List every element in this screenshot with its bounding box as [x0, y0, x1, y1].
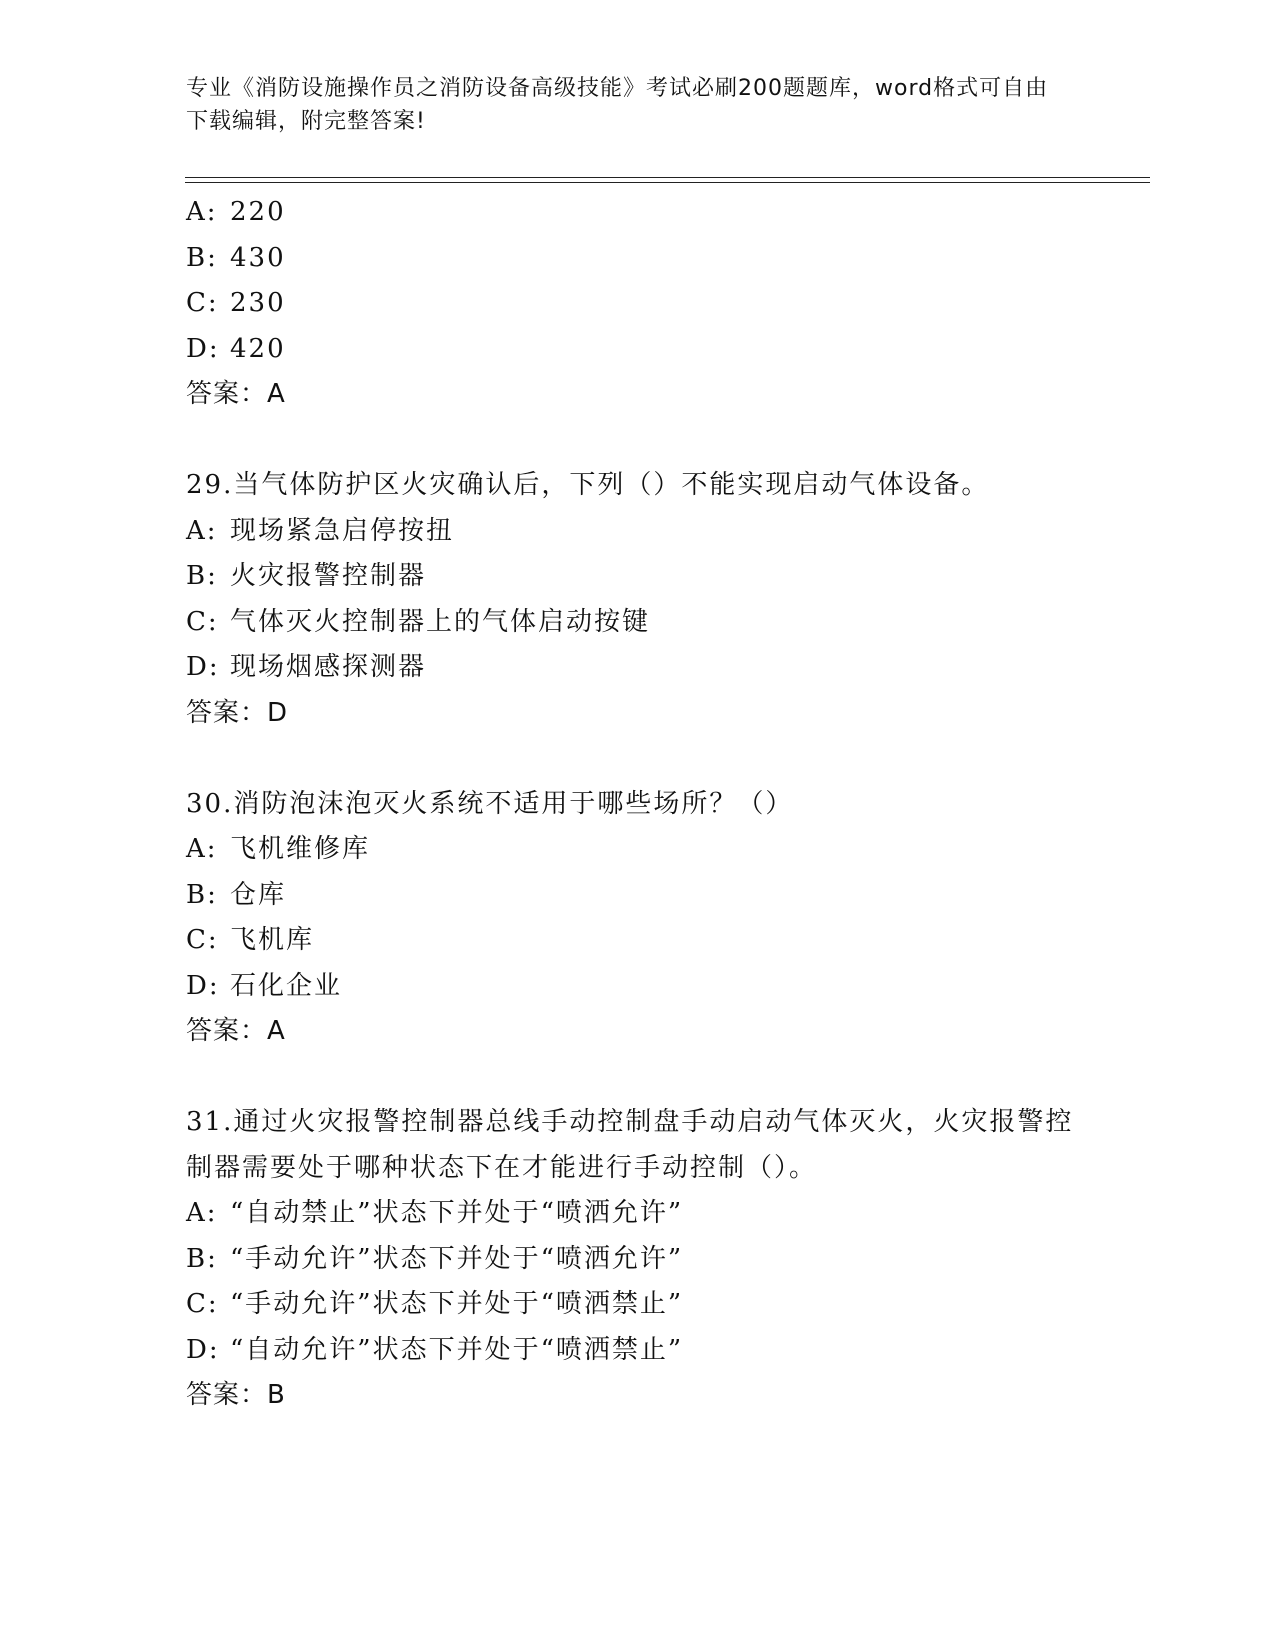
option-label: A:	[186, 197, 218, 227]
option-label: C:	[186, 1289, 219, 1319]
option-a	[186, 509, 1086, 555]
option-text: 飞机库	[230, 925, 315, 955]
option-b	[186, 554, 1086, 600]
header-divider-top	[185, 177, 1150, 178]
option-label: B:	[186, 879, 218, 910]
answer: 答案：D	[186, 697, 289, 728]
option-label: D:	[186, 1334, 220, 1365]
option-d	[186, 964, 1086, 1010]
question-text: 29.当气体防护区火灾确认后，下列（）不能实现启动气体设备。	[186, 470, 990, 500]
option-text: “手动允许”状态下并处于“喷洒禁止”	[230, 1289, 684, 1319]
question-30	[186, 782, 1086, 1055]
option-label: D:	[186, 970, 220, 1001]
option-text: 仓库	[230, 879, 287, 910]
answer: 答案：A	[186, 379, 286, 409]
option-c	[186, 600, 1086, 646]
answer: 答案：B	[186, 1380, 286, 1410]
option-text: 230	[230, 288, 286, 318]
option-c	[186, 1282, 1086, 1328]
header-divider-bottom	[185, 182, 1150, 183]
question-text: 31.通过火灾报警控制器总线手动控制盘手动启动气体灭火，火灾报警控制器需要处于哪种状态下在才能进行手动控制（）。	[186, 1107, 1074, 1183]
option-b	[186, 1237, 1086, 1283]
option-label: A:	[186, 515, 218, 546]
option-label: D:	[186, 652, 220, 682]
option-text: “自动禁止”状态下并处于“喷洒允许”	[230, 1198, 684, 1228]
option-text: 220	[230, 197, 286, 227]
option-a	[186, 827, 1086, 873]
question-28	[186, 190, 1086, 418]
option-label: A:	[186, 834, 218, 864]
option-text: “自动允许”状态下并处于“喷洒禁止”	[230, 1334, 684, 1365]
document-header	[186, 72, 1066, 138]
option-label: B:	[186, 1243, 218, 1274]
option-text: “手动允许”状态下并处于“喷洒允许”	[230, 1243, 684, 1274]
option-text: 430	[230, 242, 286, 273]
option-a	[186, 190, 1086, 236]
option-text: 现场紧急启停按扭	[230, 515, 455, 546]
option-d	[186, 1328, 1086, 1374]
option-text: 飞机维修库	[230, 834, 371, 864]
question-text: 30.消防泡沫泡灭火系统不适用于哪些场所？（）	[186, 788, 794, 819]
option-c	[186, 918, 1086, 964]
option-label: A:	[186, 1198, 218, 1228]
option-label: B:	[186, 561, 218, 591]
option-label: B:	[186, 242, 218, 273]
option-text: 气体灭火控制器上的气体启动按键	[230, 606, 651, 637]
option-label: D:	[186, 333, 220, 364]
answer: 答案：A	[186, 1016, 286, 1046]
header-title: 专业《消防设施操作员之消防设备高级技能》考试必刷200题题库，word格式可自由下载编辑，附完整答案!	[186, 76, 1049, 134]
option-label: C:	[186, 606, 219, 637]
question-list	[186, 190, 1086, 1419]
question-31	[186, 1100, 1086, 1419]
option-a	[186, 1191, 1086, 1237]
option-b	[186, 873, 1086, 919]
spacer	[186, 418, 1086, 464]
option-label: C:	[186, 925, 219, 955]
spacer	[186, 1055, 1086, 1101]
option-text: 火灾报警控制器	[230, 561, 427, 591]
spacer	[186, 736, 1086, 782]
option-text: 现场烟感探测器	[230, 652, 427, 682]
option-label: C:	[186, 288, 219, 318]
option-text: 420	[230, 333, 286, 364]
option-text: 石化企业	[230, 970, 343, 1001]
option-c	[186, 281, 1086, 327]
option-b	[186, 236, 1086, 282]
option-d	[186, 327, 1086, 373]
question-29	[186, 463, 1086, 736]
option-d	[186, 645, 1086, 691]
